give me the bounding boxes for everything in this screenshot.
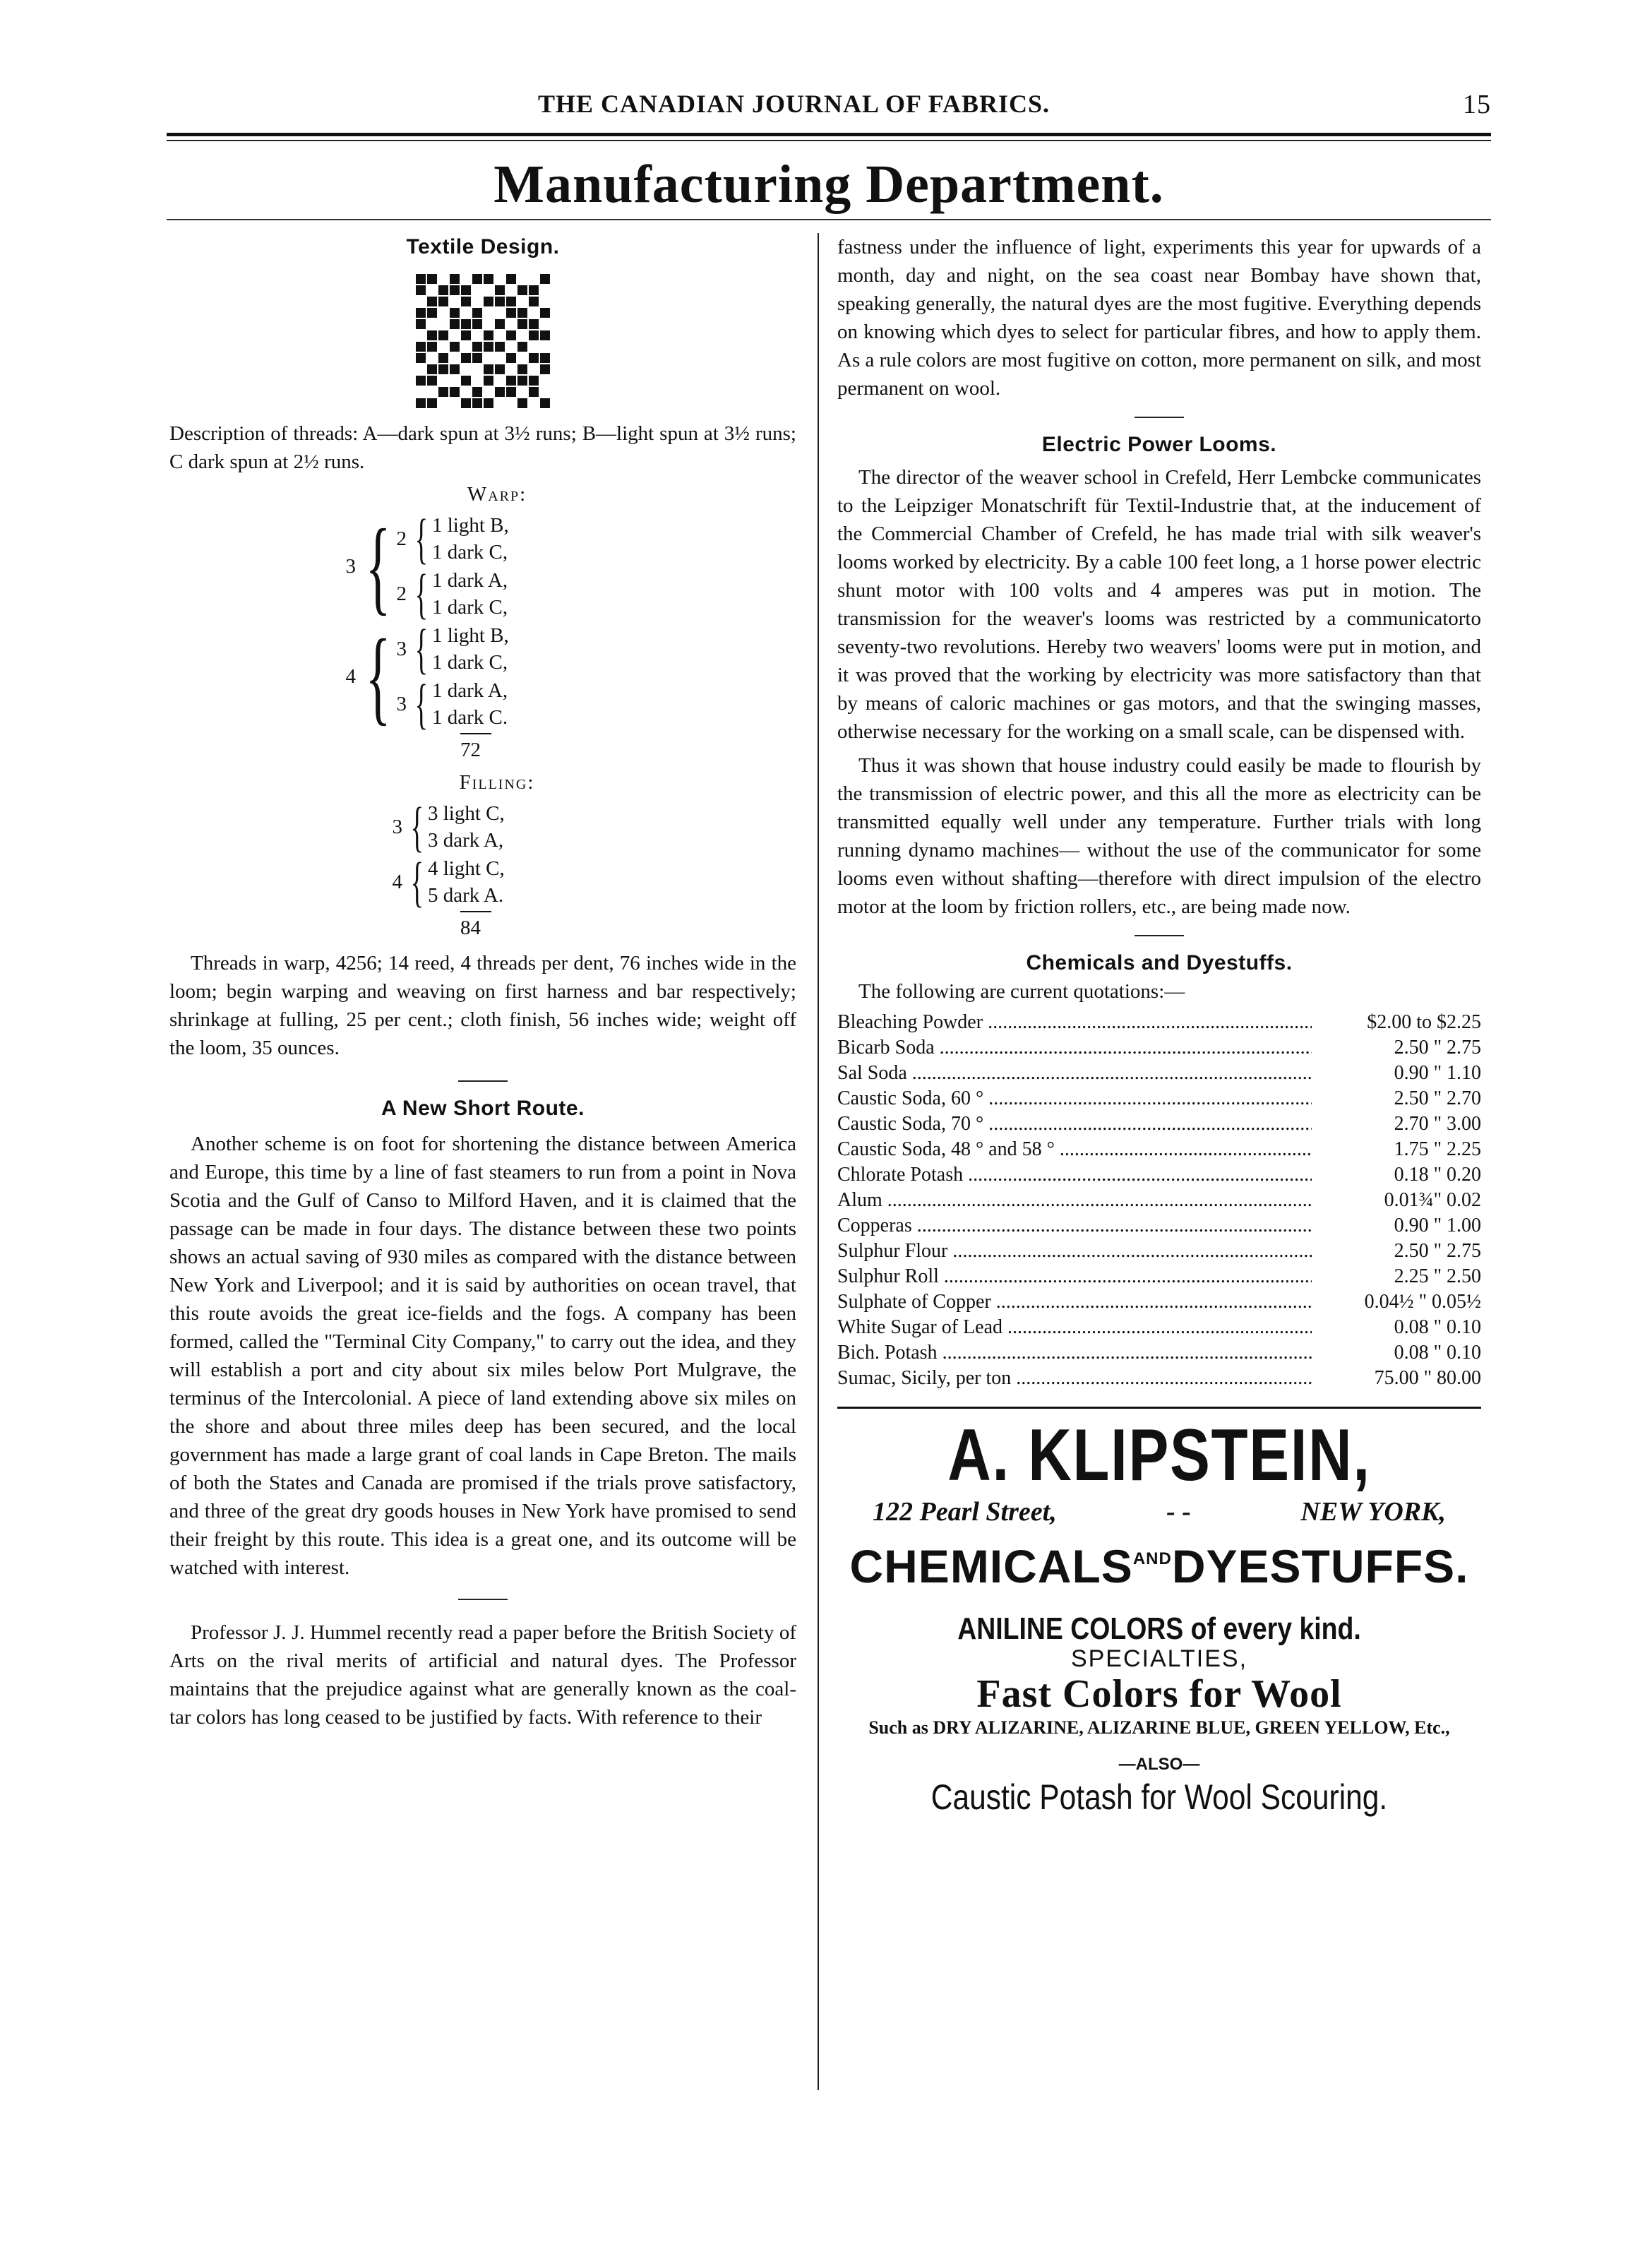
electric-looms-para-2: Thus it was shown that house industry could easily be made to flourish by the transmission of electric power, and this all the more as electricity can be transmitted equally well under any temperature. Further trials with long running dynamo machines— without the use of the communicator for some looms even without shafting—therefore with direct impulsion of the electro motor at the loom by friction rollers, etc., are being made now. xyxy=(837,754,1481,918)
weave-cell xyxy=(517,297,527,306)
weave-cell xyxy=(517,342,527,352)
weave-cell xyxy=(438,319,448,329)
weave-cell xyxy=(472,387,482,397)
ad-specialties: SPECIALTIES, xyxy=(1070,1645,1248,1672)
weave-cell xyxy=(517,353,527,363)
weave-cell xyxy=(416,342,426,352)
weave-cell xyxy=(427,308,437,318)
weave-cell xyxy=(540,387,550,397)
weave-cell xyxy=(461,319,471,329)
quotation-item: Sumac, Sicily, per ton ..... xyxy=(837,1366,1312,1391)
chemicals-heading: Chemicals and Dyestuffs. xyxy=(1026,951,1293,974)
weave-cell xyxy=(461,274,471,284)
quotation-price: 2.70 " 3.00 xyxy=(1394,1113,1481,1135)
weave-cell xyxy=(416,319,426,329)
weave-cell xyxy=(540,353,550,363)
weave-cell xyxy=(506,274,516,284)
weave-cell xyxy=(472,398,482,408)
thread-group xyxy=(385,508,509,569)
weave-cell xyxy=(495,364,505,374)
thread-group xyxy=(385,618,509,679)
weave-cell xyxy=(529,342,539,352)
ad-street: 122 Pearl Street, xyxy=(873,1497,1057,1527)
divider xyxy=(1135,417,1184,418)
page-number: 15 xyxy=(1463,90,1491,119)
quotation-item: Chlorate Potash ..... xyxy=(837,1162,1312,1188)
quotation-row xyxy=(837,1340,1481,1366)
group-multiplier: 3 xyxy=(396,638,407,660)
weave-cell xyxy=(472,319,482,329)
outer-multiplier: 3 xyxy=(345,555,356,578)
weave-cell xyxy=(506,330,516,340)
quotation-price: 2.50 " 2.70 xyxy=(1394,1087,1481,1109)
quotation-item: Sulphur Flour ..... xyxy=(837,1239,1312,1264)
divider xyxy=(1135,935,1184,936)
quotation-price: 0.90 " 1.10 xyxy=(1394,1062,1481,1084)
quotation-row xyxy=(837,1086,1481,1111)
group-multiplier: 4 xyxy=(392,871,402,893)
quotation-item: Caustic Soda, 60 ° ..... xyxy=(837,1086,1312,1111)
thread-line: 1 dark A, xyxy=(432,569,508,592)
weave-cell xyxy=(540,319,550,329)
weave-cell xyxy=(506,398,516,408)
weave-cell xyxy=(506,319,516,329)
warp-scheme xyxy=(169,508,796,735)
brace: { xyxy=(414,673,429,734)
weave-cell xyxy=(484,342,493,352)
weave-cell xyxy=(461,376,471,386)
weave-cell xyxy=(472,376,482,386)
weave-cell xyxy=(484,376,493,386)
divider xyxy=(458,1599,508,1600)
weave-cell xyxy=(450,353,460,363)
running-header xyxy=(164,85,1491,124)
weave-cell xyxy=(529,330,539,340)
ad-chemicals-line xyxy=(837,1532,1481,1594)
electric-looms-heading: Electric Power Looms. xyxy=(1041,433,1277,456)
weave-cell xyxy=(472,274,482,284)
warp-outer-group xyxy=(333,618,796,735)
ad-caustic-potash: Caustic Potash for Wool Scouring. xyxy=(930,1777,1388,1817)
quotation-row xyxy=(837,1111,1481,1137)
weave-cell xyxy=(427,353,437,363)
weave-cell xyxy=(438,342,448,352)
weave-cell xyxy=(472,285,482,295)
weave-cell xyxy=(461,330,471,340)
weave-cell xyxy=(529,308,539,318)
weave-cell xyxy=(438,398,448,408)
thread-line: 4 light C, xyxy=(428,857,505,880)
weave-cell xyxy=(450,274,460,284)
weave-cell xyxy=(427,297,437,306)
weave-pattern-diagram xyxy=(416,274,550,408)
weave-cell xyxy=(450,398,460,408)
ad-aniline: ANILINE COLORS of every kind. xyxy=(957,1611,1361,1646)
quotation-item: Sulphur Roll ..... xyxy=(837,1264,1312,1289)
quotation-row xyxy=(837,1264,1481,1289)
weave-cell xyxy=(495,376,505,386)
thread-line: 1 dark C, xyxy=(432,651,508,674)
weave-cell xyxy=(416,364,426,374)
weave-cell xyxy=(427,319,437,329)
quotation-price: 2.50 " 2.75 xyxy=(1394,1240,1481,1262)
weave-cell xyxy=(540,398,550,408)
weave-cell xyxy=(472,353,482,363)
weave-cell xyxy=(529,319,539,329)
hummel-body: Professor J. J. Hummel recently read a paper before the British Society of Arts on the rival merits of artificial and natural dyes. The Professor maintains that the prejudice against what are generally known as the coal-tar colors has long ceased to be justified by facts. With reference to their xyxy=(169,1621,796,1729)
quotation-item: Sulphate of Copper ..... xyxy=(837,1289,1312,1315)
brace: { xyxy=(414,508,429,569)
quotation-price: 0.08 " 0.10 xyxy=(1394,1342,1481,1364)
weave-cell xyxy=(506,297,516,306)
group-multiplier: 2 xyxy=(396,583,407,605)
weave-cell xyxy=(495,274,505,284)
weave-cell xyxy=(438,387,448,397)
quotation-item: Bich. Potash ..... xyxy=(837,1340,1312,1366)
weave-cell xyxy=(506,364,516,374)
thread-line: 3 dark A, xyxy=(428,829,504,852)
weave-cell xyxy=(506,376,516,386)
quotation-price: 0.18 " 0.20 xyxy=(1394,1164,1481,1186)
weave-cell xyxy=(484,364,493,374)
weave-cell xyxy=(540,308,550,318)
weave-cell xyxy=(529,285,539,295)
quotation-item: Bicarb Soda ..... xyxy=(837,1035,1312,1061)
brace: { xyxy=(414,618,429,679)
weave-cell xyxy=(438,330,448,340)
hummel-continued: fastness under the influence of light, experiments this year for upwards of a month, day and night, on the sea coast near Bombay have shown that, speaking generally, the natural dyes are the most fugitive. Everything depends on knowing which dyes to select for particular fibres, and how to apply them. As a rule colors are most fugitive on cotton, more permanent on silk, and most permanent on wool. xyxy=(837,236,1481,400)
loom-specs: Threads in warp, 4256; 14 reed, 4 threads per dent, 76 inches wide in the loom; begin warping and weaving on first harness and bar respectively; shrinkage at fulling, 25 per cent.; cloth finish, 56 inches wide; weight off the loom, 35 ounces. xyxy=(169,952,796,1059)
weave-cell xyxy=(450,387,460,397)
brace: { xyxy=(410,851,424,912)
thread-line: 3 light C, xyxy=(428,802,505,825)
divider xyxy=(458,1080,508,1082)
quotation-item: Copperas ..... xyxy=(837,1213,1312,1239)
weave-cell xyxy=(416,297,426,306)
warp-total-value: 72 xyxy=(460,739,481,761)
weave-cell xyxy=(495,387,505,397)
weave-cell xyxy=(450,342,460,352)
weave-cell xyxy=(461,297,471,306)
outer-multiplier: 4 xyxy=(345,665,356,688)
weave-cell xyxy=(450,330,460,340)
weave-cell xyxy=(461,285,471,295)
quotation-row xyxy=(837,1010,1481,1035)
quotation-row xyxy=(837,1188,1481,1213)
thread-line: 1 dark C, xyxy=(432,596,508,619)
weave-cell xyxy=(540,330,550,340)
thread-group xyxy=(385,673,509,734)
thread-line: 1 dark A, xyxy=(432,679,508,702)
quotation-price: 75.00 " 80.00 xyxy=(1374,1367,1481,1389)
filling-heading: Filling: xyxy=(459,771,535,794)
weave-cell xyxy=(427,274,437,284)
ad-dashes: - - xyxy=(1166,1497,1191,1527)
header-rule xyxy=(167,133,1491,136)
short-route-body: Another scheme is on foot for shortening the distance between America and Europe, this time by a line of fast steamers to run from a point in Nova Scotia and the Gulf of Canso to Milford Haven, and it is claimed that the passage can be made in four days. The distance between these two points shows an actual saving of 930 miles as compared with the distance between New York and Liverpool; and it is said by authorities on ocean travel, that this route avoids the great ice-fields and the fogs. A company has been formed, called the "Terminal City Company," to carry out the idea, and they will establish a port and city about six miles below Port Mulgrave, the terminus of the Intercolonial. A piece of land extending above six miles on the shore and about three miles deep has been secured, and the local government has made a large grant of coal lands in Cape Breton. The mails of both the States and Canada are promised if the trials prove satisfactory, and three of the great dry goods houses in New York have promised to send their freight by this route. This idea is a great one, and its outcome will be watched with interest. xyxy=(169,1133,796,1579)
weave-cell xyxy=(517,274,527,284)
klipstein-advertisement xyxy=(837,1414,1481,1817)
filling-scheme xyxy=(381,796,796,912)
header-rule-thin xyxy=(167,140,1491,141)
weave-cell xyxy=(484,297,493,306)
quotation-price: 2.50 " 2.75 xyxy=(1394,1037,1481,1059)
weave-cell xyxy=(495,342,505,352)
weave-cell xyxy=(517,319,527,329)
quotation-item: Caustic Soda, 48 ° and 58 ° ..... xyxy=(837,1137,1312,1162)
thread-group xyxy=(381,796,505,857)
quotation-row xyxy=(837,1239,1481,1264)
column-divider xyxy=(818,233,819,2090)
ad-firm-name: A. KLIPSTEIN, xyxy=(947,1414,1371,1496)
weave-cell xyxy=(438,274,448,284)
quotation-row xyxy=(837,1289,1481,1315)
weave-cell xyxy=(416,330,426,340)
chemicals-intro: The following are current quotations:— xyxy=(858,980,1185,1003)
weave-cell xyxy=(529,398,539,408)
filling-section xyxy=(169,768,796,910)
weave-cell xyxy=(450,364,460,374)
weave-cell xyxy=(438,376,448,386)
weave-cell xyxy=(529,387,539,397)
thread-line: 1 light B, xyxy=(432,514,509,537)
quotation-item: Bleaching Powder ..... xyxy=(837,1010,1312,1035)
ad-chem-right: DYESTUFFS. xyxy=(1171,1540,1469,1592)
quotation-price: 2.25 " 2.50 xyxy=(1394,1265,1481,1287)
title-rule xyxy=(167,219,1491,220)
weave-cell xyxy=(517,376,527,386)
weave-cell xyxy=(495,297,505,306)
quotation-item: Sal Soda ..... xyxy=(837,1061,1312,1086)
weave-cell xyxy=(529,364,539,374)
quotation-price: 1.75 " 2.25 xyxy=(1394,1138,1481,1160)
weave-cell xyxy=(529,376,539,386)
thread-group xyxy=(381,851,505,912)
weave-cell xyxy=(461,364,471,374)
thread-line: 1 dark C. xyxy=(432,706,508,729)
group-multiplier: 3 xyxy=(392,816,402,838)
journal-title: THE CANADIAN JOURNAL OF FABRICS. xyxy=(538,90,1051,118)
weave-cell xyxy=(540,364,550,374)
quotation-price: 0.04½ " 0.05½ xyxy=(1364,1291,1481,1313)
weave-cell xyxy=(416,376,426,386)
quotation-row xyxy=(837,1162,1481,1188)
weave-cell xyxy=(438,308,448,318)
weave-cell xyxy=(461,308,471,318)
weave-cell xyxy=(461,353,471,363)
weave-cell xyxy=(529,297,539,306)
quotation-price: $2.00 to $2.25 xyxy=(1367,1011,1481,1033)
weave-cell xyxy=(484,398,493,408)
weave-cell xyxy=(472,342,482,352)
weave-cell xyxy=(461,387,471,397)
quotation-row xyxy=(837,1035,1481,1061)
weave-cell xyxy=(529,274,539,284)
electric-looms-para-1: The director of the weaver school in Crefeld, Herr Lembcke communicates to the Leipziger Monatschrift für Textil-Industrie that, at the inducement of the Commercial Chamber of Crefeld, he has made trial with silk weaver's looms worked by electricity. By a cable 100 feet long, a 1 horse power electric shunt motor with 100 volts and 4 amperes was put in motion. The transmission for the weaver's looms was restricted by a communicatorto seventy-two revolutions. Hereby two weavers' looms were put in motion, and it was proved that the working by electricity was more satisfactory than that by means of caloric machines or gas motors, and that the swinging masses, otherwise necessary for the working on a small scale, can be dispensed with. xyxy=(837,466,1481,743)
weave-cell xyxy=(416,285,426,295)
weave-cell xyxy=(438,297,448,306)
weave-cell xyxy=(517,285,527,295)
short-route-heading: A New Short Route. xyxy=(381,1097,585,1120)
weave-cell xyxy=(529,353,539,363)
weave-cell xyxy=(427,330,437,340)
weave-cell xyxy=(506,387,516,397)
quotation-price: 0.90 " 1.00 xyxy=(1394,1215,1481,1236)
left-column xyxy=(169,233,796,1731)
weave-cell xyxy=(540,342,550,352)
weave-cell xyxy=(495,330,505,340)
filling-total-value: 84 xyxy=(460,917,481,939)
ad-fast-colors: Fast Colors for Wool xyxy=(976,1672,1342,1716)
group-multiplier: 3 xyxy=(396,693,407,715)
weave-cell xyxy=(472,364,482,374)
group-multiplier: 2 xyxy=(396,527,407,550)
weave-cell xyxy=(506,353,516,363)
weave-cell xyxy=(427,398,437,408)
weave-cell xyxy=(495,319,505,329)
section-title: Manufacturing Department. xyxy=(493,155,1164,214)
weave-cell xyxy=(517,398,527,408)
quotation-price: 0.01¾" 0.02 xyxy=(1384,1189,1481,1211)
quotation-price: 0.08 " 0.10 xyxy=(1394,1316,1481,1338)
weave-cell xyxy=(416,308,426,318)
weave-cell xyxy=(484,308,493,318)
weave-cell xyxy=(484,387,493,397)
weave-cell xyxy=(461,398,471,408)
weave-cell xyxy=(472,308,482,318)
weave-cell xyxy=(450,319,460,329)
ad-rule xyxy=(837,1407,1481,1409)
ad-chem-and: AND xyxy=(1132,1549,1172,1568)
weave-cell xyxy=(438,364,448,374)
ad-chem-left: CHEMICALS xyxy=(849,1540,1133,1592)
quotation-item: Alum ..... xyxy=(837,1188,1312,1213)
warp-total xyxy=(460,733,796,764)
weave-cell xyxy=(416,274,426,284)
weave-cell xyxy=(495,398,505,408)
weave-cell xyxy=(472,330,482,340)
weave-cell xyxy=(540,376,550,386)
weave-cell xyxy=(517,330,527,340)
quotation-list xyxy=(837,1010,1481,1391)
ad-address xyxy=(837,1498,1481,1526)
outer-brace: { xyxy=(365,508,391,625)
weave-cell xyxy=(427,364,437,374)
right-column xyxy=(837,233,1481,1817)
warp-heading: Warp: xyxy=(467,483,527,506)
weave-cell xyxy=(506,285,516,295)
weave-cell xyxy=(427,285,437,295)
weave-cell xyxy=(472,297,482,306)
brace: { xyxy=(410,796,424,857)
weave-cell xyxy=(506,308,516,318)
weave-cell xyxy=(540,274,550,284)
weave-cell xyxy=(517,308,527,318)
weave-cell xyxy=(484,285,493,295)
ad-city: NEW YORK, xyxy=(1300,1497,1446,1527)
weave-cell xyxy=(416,387,426,397)
warp-outer-group xyxy=(333,508,796,625)
thread-description: Description of threads: A—dark spun at 3½ runs; B—light spun at 3½ runs; C dark spun at 2½ runs. xyxy=(169,422,796,473)
thread-line: 5 dark A. xyxy=(428,884,504,907)
quotation-row xyxy=(837,1315,1481,1340)
weave-cell xyxy=(540,297,550,306)
brace: { xyxy=(414,563,429,624)
weave-cell xyxy=(495,353,505,363)
weave-cell xyxy=(484,274,493,284)
thread-line: 1 dark C, xyxy=(432,541,508,563)
thread-line: 1 light B, xyxy=(432,624,509,647)
weave-cell xyxy=(450,308,460,318)
weave-cell xyxy=(484,319,493,329)
thread-group xyxy=(385,563,509,624)
quotation-item: Caustic Soda, 70 ° ..... xyxy=(837,1111,1312,1137)
weave-cell xyxy=(416,398,426,408)
filling-total xyxy=(460,911,796,942)
weave-cell xyxy=(427,342,437,352)
weave-cell xyxy=(427,387,437,397)
weave-cell xyxy=(540,285,550,295)
weave-cell xyxy=(427,376,437,386)
quotation-row xyxy=(837,1137,1481,1162)
weave-cell xyxy=(450,285,460,295)
quotation-row xyxy=(837,1213,1481,1239)
weave-cell xyxy=(495,308,505,318)
outer-brace: { xyxy=(365,618,391,735)
quotation-row xyxy=(837,1061,1481,1086)
weave-cell xyxy=(484,353,493,363)
weave-cell xyxy=(495,285,505,295)
weave-cell xyxy=(461,342,471,352)
weave-cell xyxy=(450,297,460,306)
quotation-item: White Sugar of Lead ..... xyxy=(837,1315,1312,1340)
ad-also: —ALSO— xyxy=(1118,1755,1200,1774)
weave-cell xyxy=(438,285,448,295)
weave-cell xyxy=(517,364,527,374)
weave-cell xyxy=(416,353,426,363)
weave-cell xyxy=(450,376,460,386)
quotation-row xyxy=(837,1366,1481,1391)
weave-cell xyxy=(517,387,527,397)
weave-cell xyxy=(438,353,448,363)
ad-such-as: Such as DRY ALIZARINE, ALIZARINE BLUE, GREEN YELLOW, Etc., xyxy=(868,1717,1450,1738)
weave-cell xyxy=(506,342,516,352)
textile-design-heading: Textile Design. xyxy=(406,235,560,258)
weave-cell xyxy=(484,330,493,340)
